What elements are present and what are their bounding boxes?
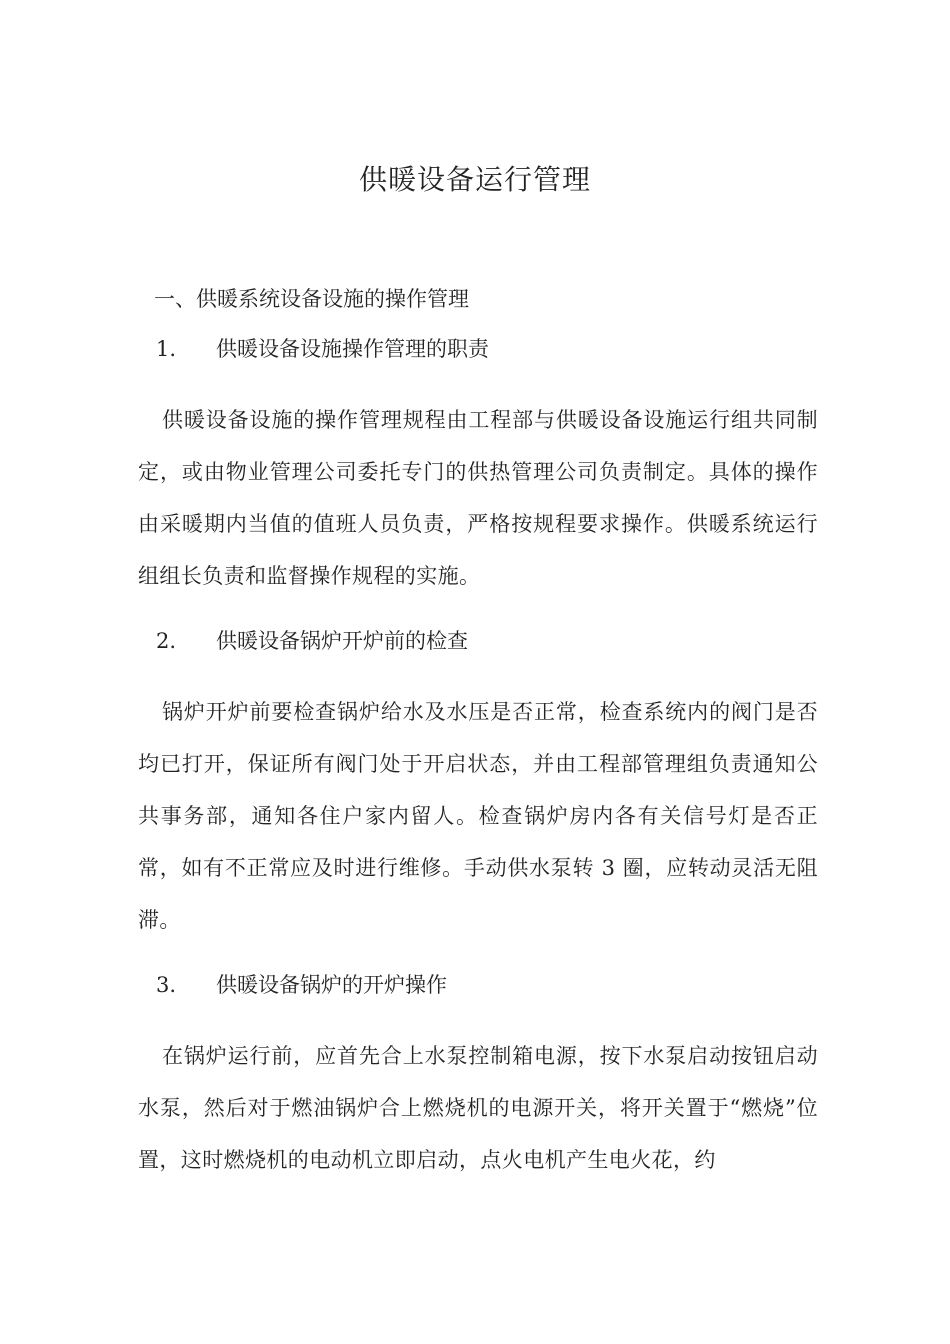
document-title: 供暖设备运行管理 — [358, 163, 591, 196]
item-1-number: 1. — [156, 337, 177, 361]
item-2-number: 2. — [156, 629, 177, 653]
item-1-heading: 供暖设备设施操作管理的职责 — [216, 337, 489, 361]
section-heading: 一、供暖系统设备设施的操作管理 — [154, 287, 469, 311]
item-2-paragraph: 锅炉开炉前要检查锅炉给水及水压是否正常，检查系统内的阀门是否均已打开，保证所有阀门处于开启状态，并由工程部管理组负责通知公共事务部，通知各住户家内留人。检查锅炉房内各有关信号灯是否正常，如有不正常应及时进行维修。手动供水泵转 3 圈，应转动灵活无阻滞。 — [138, 700, 818, 932]
item-3-heading: 供暖设备锅炉的开炉操作 — [216, 973, 447, 997]
item-2-heading: 供暖设备锅炉开炉前的检查 — [216, 629, 468, 653]
item-3-number: 3. — [156, 973, 177, 997]
item-3-paragraph: 在锅炉运行前，应首先合上水泵控制箱电源，按下水泵启动按钮启动水泵，然后对于燃油锅炉合上燃烧机的电源开关，将开关置于“燃烧”位置，这时燃烧机的电动机立即启动，点火电机产生电火花，约 — [138, 1044, 818, 1172]
item-1-paragraph: 供暖设备设施的操作管理规程由工程部与供暖设备设施运行组共同制定，或由物业管理公司委托专门的供热管理公司负责制定。具体的操作由采暖期内当值的值班人员负责，严格按规程要求操作。供暖系统运行组组长负责和监督操作规程的实施。 — [138, 408, 818, 588]
